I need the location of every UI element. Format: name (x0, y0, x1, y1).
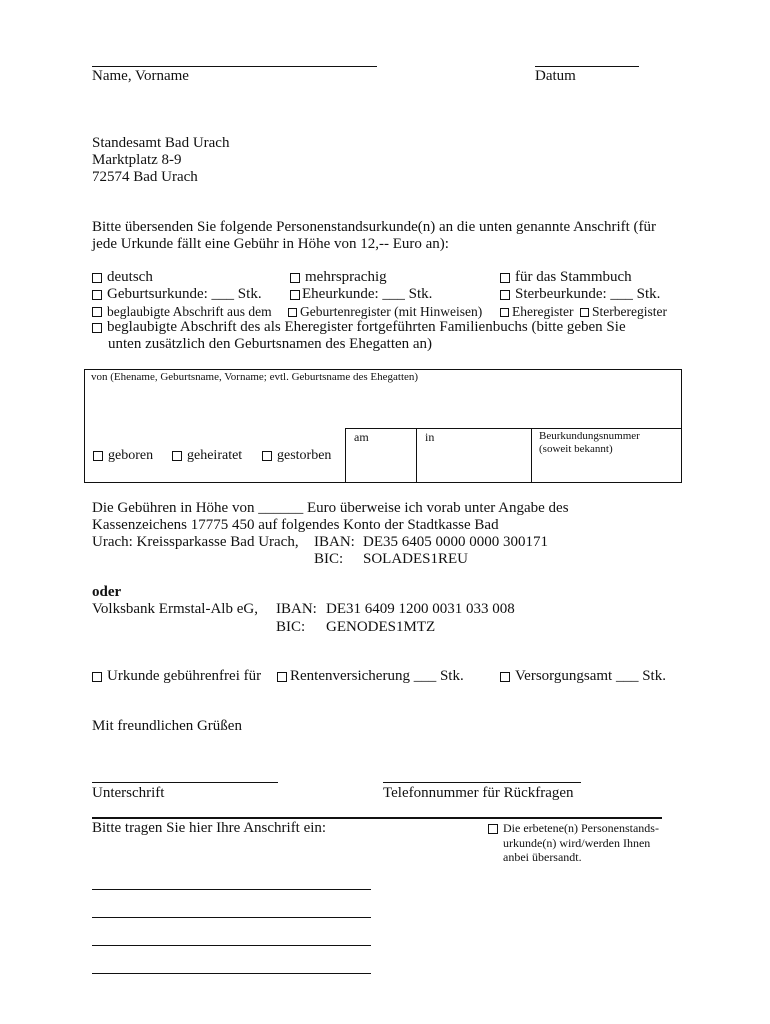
checkbox-icon[interactable] (92, 672, 102, 682)
table-col-divider-3 (531, 428, 532, 483)
bic-1-value: SOLADES1REU (363, 551, 469, 567)
checkbox-icon[interactable] (288, 308, 297, 317)
event-gestorben[interactable] (262, 448, 331, 464)
fee-free-rente-label: Rentenversicherung ___ Stk. (290, 668, 464, 684)
option-beglaubigt-register-label: beglaubigte Abschrift aus dem (107, 304, 272, 319)
event-geboren-label: geboren (108, 448, 154, 463)
recipient-line-2: Marktplatz 8-9 (92, 152, 182, 168)
date-line[interactable] (535, 66, 639, 67)
option-geburtsurkunde-label: Geburtsurkunde: ___ Stk. (107, 286, 262, 302)
event-gestorben-label: gestorben (277, 448, 332, 463)
request-line-1: Bitte übersenden Sie folgende Personenstandsurkunde(n) an die unten genannte Anschrift (für (92, 219, 657, 235)
option-deutsch-label: deutsch (107, 269, 153, 285)
sent-enclosed-line-1: Die erbetene(n) Personenstands- (503, 821, 659, 835)
bic-2-value: GENODES1MTZ (326, 619, 436, 635)
sent-enclosed-line-3: anbei übersandt. (503, 850, 582, 864)
signature-line[interactable] (92, 782, 278, 783)
signature-label: Unterschrift (92, 785, 165, 801)
fee-free-rente[interactable] (277, 668, 464, 685)
bic-1-label: BIC: (314, 551, 344, 567)
address-line-2[interactable] (92, 917, 371, 918)
request-line-2: jede Urkunde fällt eine Gebühr in Höhe von 12,-- Euro an): (92, 236, 449, 252)
address-separator (92, 817, 662, 819)
recipient-line-3: 72574 Bad Urach (92, 169, 198, 185)
option-sterbeurkunde-label: Sterbeurkunde: ___ Stk. (515, 286, 661, 302)
sent-enclosed-line-2: urkunde(n) wird/werden Ihnen (503, 836, 651, 850)
am-label: am (354, 430, 369, 444)
checkbox-icon[interactable] (92, 307, 102, 317)
phone-label: Telefonnummer für Rückfragen (383, 785, 574, 801)
option-eheregister[interactable] (500, 304, 573, 320)
address-line-3[interactable] (92, 945, 371, 946)
checkbox-icon[interactable] (262, 451, 272, 461)
sent-enclosed-option[interactable] (488, 821, 659, 836)
iban-2-label: IBAN: (276, 601, 317, 617)
table-row-divider (345, 428, 682, 429)
iban-1-label: IBAN: (314, 534, 355, 550)
payment-line-2: Kassenzeichens 17775 450 auf folgendes Konto der Stadtkasse Bad (92, 517, 499, 533)
option-beglaubigt-register[interactable] (92, 304, 272, 320)
option-eheregister-label: Eheregister (512, 304, 574, 319)
checkbox-icon[interactable] (500, 290, 510, 300)
checkbox-icon[interactable] (92, 323, 102, 333)
fee-free-option[interactable] (92, 668, 261, 685)
option-familienbuch-label: beglaubigte Abschrift des als Eheregister fortgeführten Familienbuchs (bitte geben Sie (107, 319, 626, 335)
option-sterbeurkunde[interactable] (500, 286, 660, 303)
checkbox-icon[interactable] (277, 672, 287, 682)
option-familienbuch[interactable] (92, 319, 626, 336)
option-eheurkunde[interactable] (290, 286, 432, 303)
in-label: in (425, 430, 435, 444)
iban-1-value: DE35 6405 0000 0000 300171 (363, 534, 548, 550)
event-geboren[interactable] (93, 448, 153, 464)
payment-bank-1: Urach: Kreissparkasse Bad Urach, (92, 534, 299, 550)
bic-2-label: BIC: (276, 619, 306, 635)
checkbox-icon[interactable] (500, 273, 510, 283)
option-sterberegister-label: Sterberegister (592, 304, 667, 319)
checkbox-icon[interactable] (92, 273, 102, 283)
name-line[interactable] (92, 66, 377, 67)
fee-free-versorgung-label: Versorgungsamt ___ Stk. (515, 668, 666, 684)
option-sterberegister[interactable] (580, 304, 667, 320)
option-geburtsurkunde[interactable] (92, 286, 262, 303)
address-prompt: Bitte tragen Sie hier Ihre Anschrift ein: (92, 820, 327, 836)
checkbox-icon[interactable] (488, 824, 498, 834)
checkbox-icon[interactable] (172, 451, 182, 461)
option-mehrsprachig-label: mehrsprachig (305, 269, 387, 285)
checkbox-icon[interactable] (500, 308, 509, 317)
oder-label: oder (92, 584, 122, 600)
checkbox-icon[interactable] (290, 290, 300, 300)
table-col-divider-2 (416, 428, 417, 483)
recipient-line-1: Standesamt Bad Urach (92, 135, 230, 151)
table-col-divider-1 (345, 428, 346, 483)
event-geheiratet-label: geheiratet (187, 448, 243, 463)
option-deutsch[interactable] (92, 269, 153, 286)
greeting: Mit freundlichen Grüßen (92, 718, 242, 734)
payment-bank-2: Volksbank Ermstal-Alb eG, (92, 601, 258, 617)
phone-line[interactable] (383, 782, 581, 783)
option-eheurkunde-label: Eheurkunde: ___ Stk. (302, 286, 433, 302)
checkbox-icon[interactable] (290, 273, 300, 283)
checkbox-icon[interactable] (500, 672, 510, 682)
von-label: von (Ehename, Geburtsname, Vorname; evtl. Geburtsname des Ehegatten) (91, 371, 419, 383)
beurkundungsnummer-label: Beurkundungsnummer (539, 430, 640, 442)
date-label: Datum (535, 68, 576, 84)
name-label: Name, Vorname (92, 68, 189, 84)
address-line-1[interactable] (92, 889, 371, 890)
checkbox-icon[interactable] (93, 451, 103, 461)
address-line-4[interactable] (92, 973, 371, 974)
beurkundungsnummer-hint: (soweit bekannt) (539, 443, 613, 455)
fee-free-versorgung[interactable] (500, 668, 666, 685)
option-stammbuch-label: für das Stammbuch (515, 269, 632, 285)
option-geburtenregister-label: Geburtenregister (mit Hinweisen) (300, 304, 483, 319)
iban-2-value: DE31 6409 1200 0031 033 008 (326, 601, 515, 617)
checkbox-icon[interactable] (580, 308, 589, 317)
fee-free-label: Urkunde gebührenfrei für (107, 668, 262, 684)
option-geburtenregister[interactable] (288, 304, 482, 320)
option-stammbuch[interactable] (500, 269, 632, 286)
payment-line-1: Die Gebühren in Höhe von ______ Euro überweise ich vorab unter Angabe des (92, 500, 569, 516)
von-field[interactable] (86, 386, 680, 426)
option-familienbuch-continued: unten zusätzlich den Geburtsnamen des Ehegatten an) (108, 336, 433, 352)
event-geheiratet[interactable] (172, 448, 242, 464)
option-mehrsprachig[interactable] (290, 269, 387, 286)
checkbox-icon[interactable] (92, 290, 102, 300)
